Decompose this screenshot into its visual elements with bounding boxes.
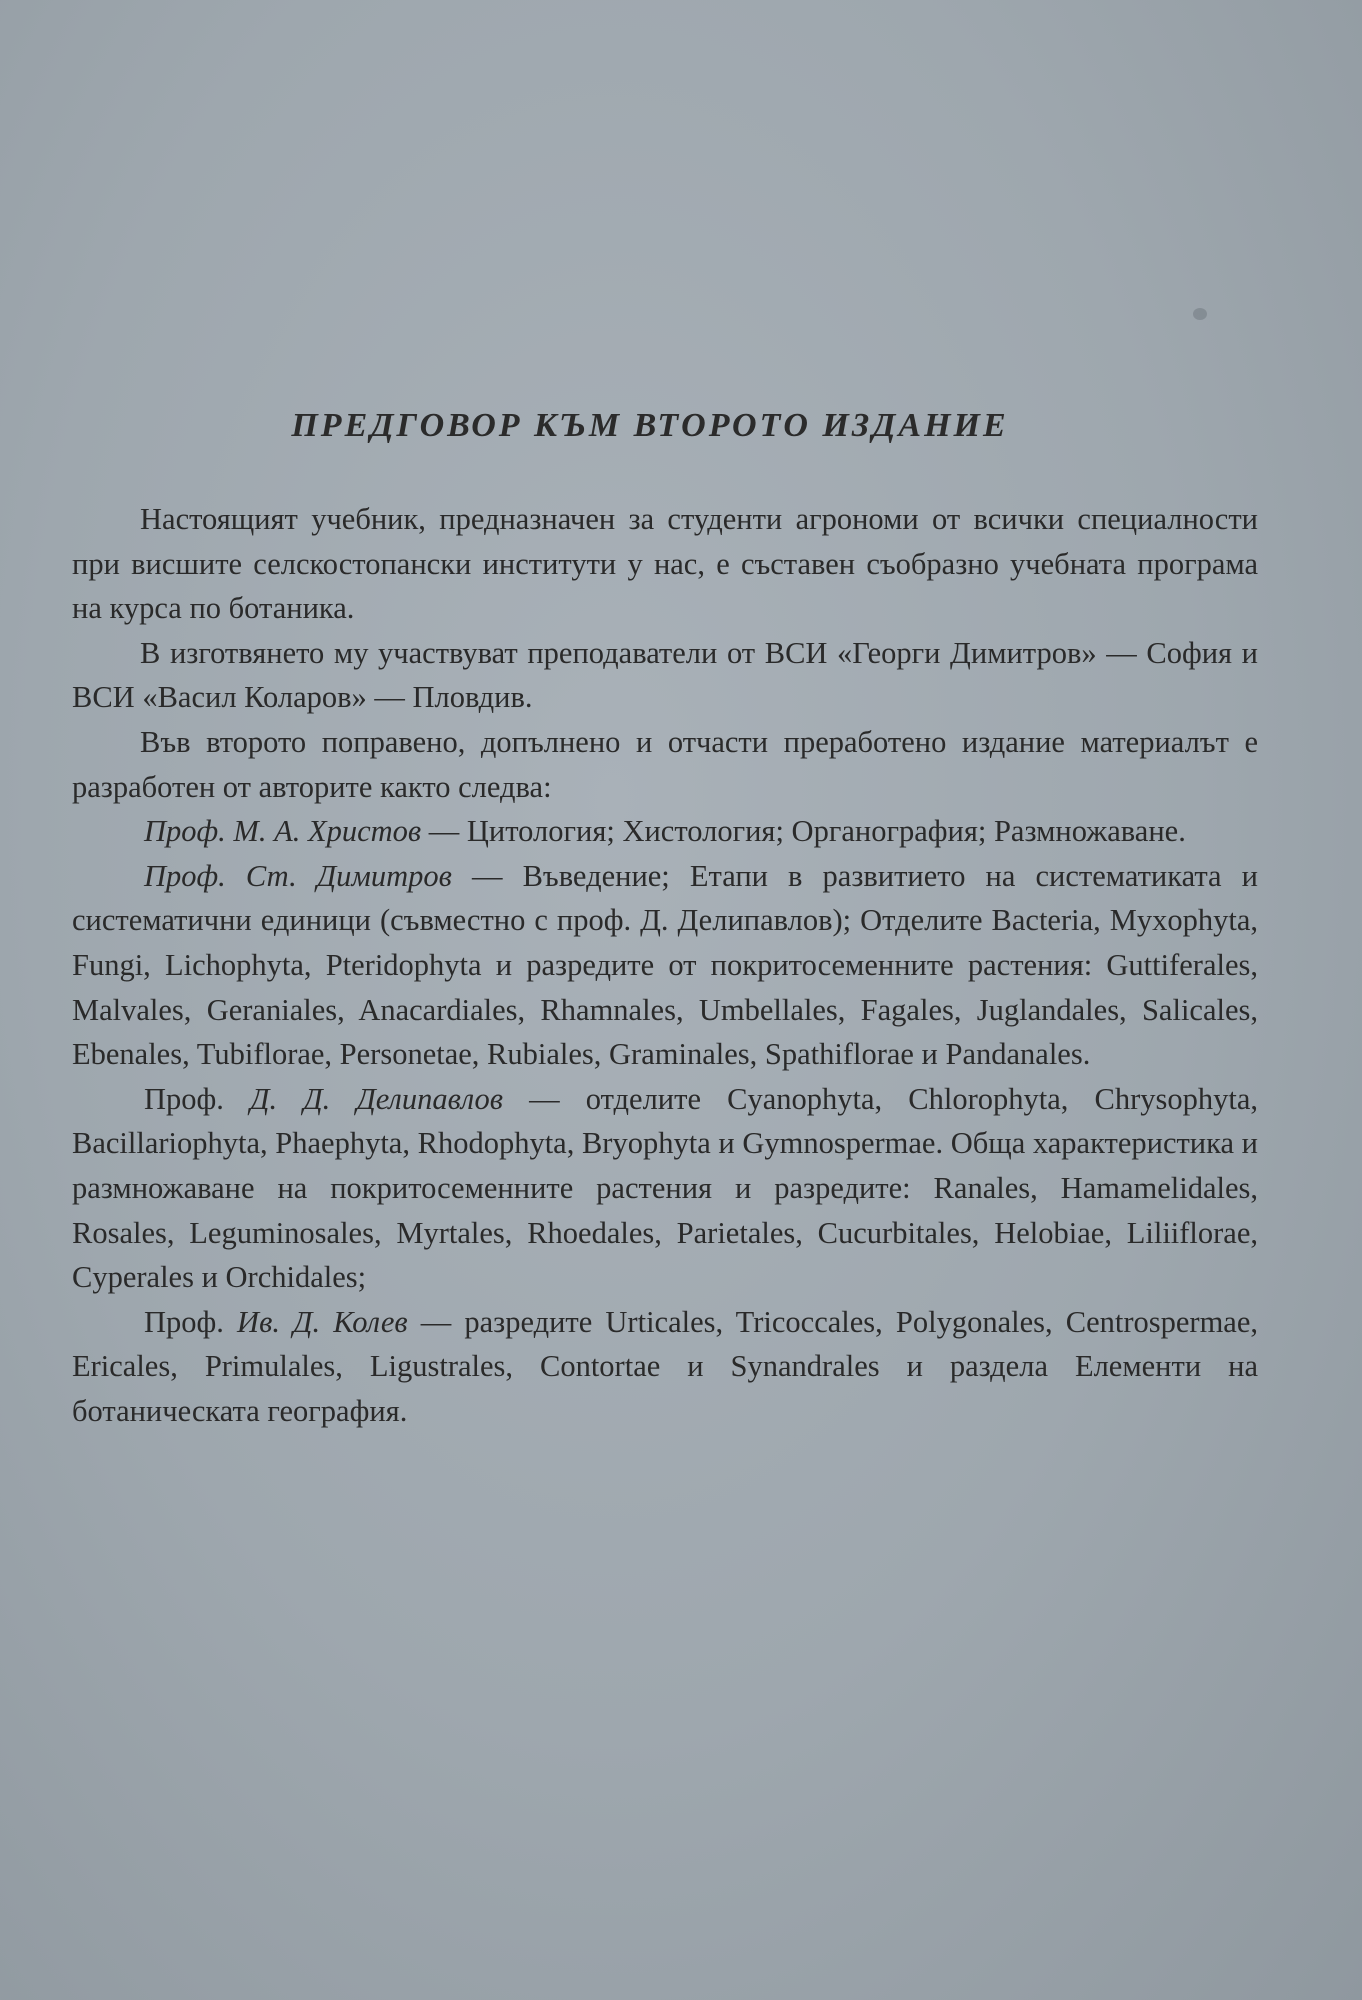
paragraph-intro: Настоящият учебник, предназначен за студенти агрономи от всички специалности при висшите селскостопански институти у нас, е съставен съобразно учебната програма на курса по ботаника. — [72, 502, 1258, 626]
author-entry-hristov — [72, 809, 1258, 854]
author-entry-kolev — [72, 1300, 1258, 1434]
author-contribution: — Въведение; Етапи в развитието на систематиката и систематични единици (съвместно с проф. Д. Делипавлов); Отделите Bacteria, Myxophyta, Fungi, Lichophyta, Pteridophyta и разредите от покритосеменните растения: Guttiferales, Malvales, Geraniales, Anacardiales, Rhamnales, Umbellales, Fagales, Juglandales, Salicales, Ebenales, Tubiflorae, Personetae, Rubiales, Graminales, Spathiflorae и Pandanales. — [72, 858, 1258, 1072]
author-name: Д. Д. Делипавлов — [250, 1081, 503, 1116]
author-contribution: — отделите Cyanophyta, Chlorophyta, Chrysophyta, Bacillariophyta, Phaephyta, Rhodophyta, Bryophyta и Gymnospermae. Обща характеристика и размножаване на покритосеменните растения и разредите: Ranales, Hamamelidales, Rosales, Leguminosales, Myrtales, Rhoedales, Parietales, Cucurbitales, Helobiae, Liliiflorae, Cyperales и Orchidales; — [72, 1081, 1258, 1295]
author-contribution: — Цитология; Хистология; Органография; Размножаване. — [421, 814, 1186, 849]
author-name: Ив. Д. Колев — [237, 1304, 408, 1339]
page-title: ПРЕДГОВОР КЪМ ВТОРОТО ИЗДАНИЕ — [291, 406, 1009, 444]
preface-body — [72, 497, 1258, 1433]
author-entry-delipavlov — [72, 1077, 1258, 1300]
author-entry-dimitrov — [72, 854, 1258, 1077]
author-contribution: — разредите Urticales, Tricoccales, Polygonales, Centrospermae, Ericales, Primulales, Ligustrales, Contortae и Synandrales и раздела Елементи на ботаническата география. — [72, 1304, 1258, 1428]
author-name: Проф. Ст. Димитров — [144, 858, 452, 893]
author-prefix: Проф. — [144, 1081, 251, 1116]
paper-speck — [1193, 308, 1207, 320]
paragraph-participants: В изготвянето му участвуват преподаватели от ВСИ «Георги Димитров» — София и ВСИ «Васил Коларов» — Пловдив. — [72, 635, 1258, 715]
paragraph-edition: Във второто поправено, допълнено и отчасти преработено издание материалът е разработен от авторите както следва: — [72, 724, 1258, 804]
author-name: Проф. М. А. Христов — [144, 814, 422, 849]
author-prefix: Проф. — [144, 1304, 238, 1339]
